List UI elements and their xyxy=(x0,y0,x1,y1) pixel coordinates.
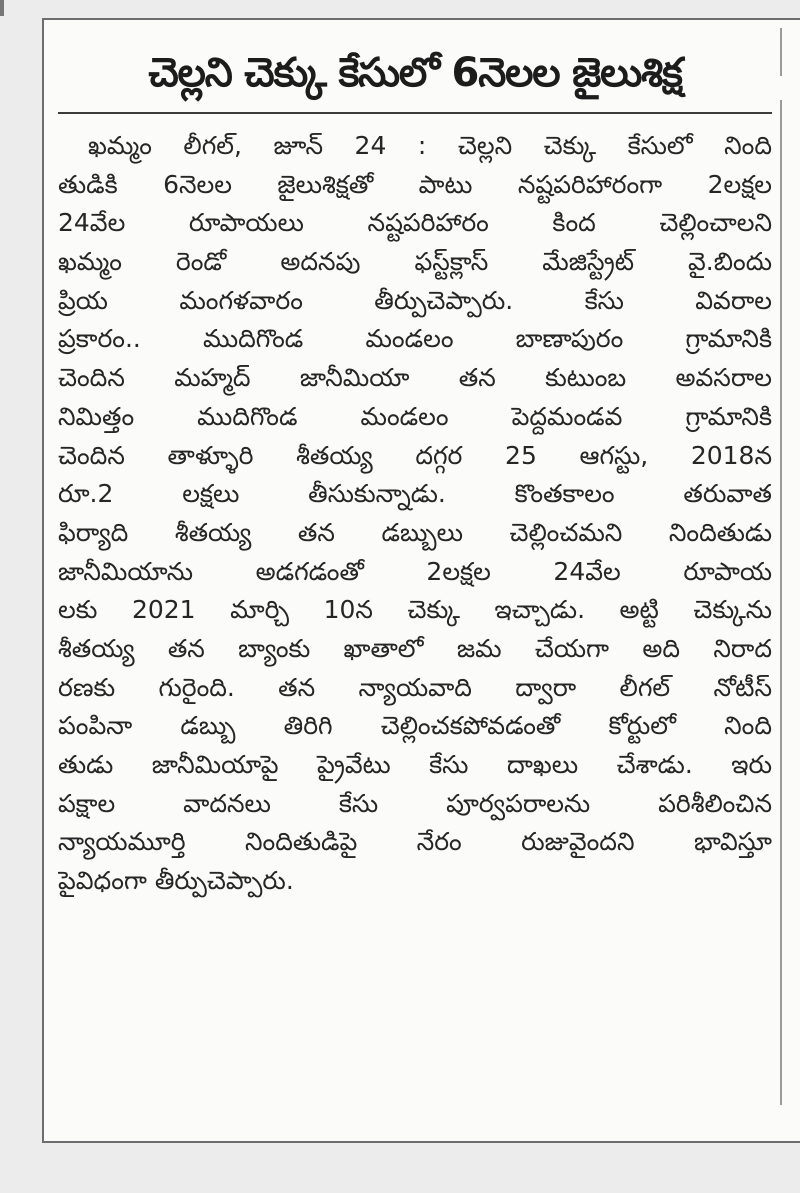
article-line: రూ.2 లక్షలు తీసుకున్నాడు. కొంతకాలం తరువాత xyxy=(58,479,772,509)
article-line: ఖమ్మం లీగల్, జూన్ 24 : చెల్లని చెక్కు కేసులో నింది xyxy=(88,131,772,160)
article-line: జానీమియాను అడగడంతో 2లక్షల 24వేల రూపాయ xyxy=(58,556,772,586)
article-line: 24వేల రూపాయలు నష్టపరిహారం కింద చెల్లించాలని xyxy=(58,208,772,238)
article-line: రణకు గురైంది. తన న్యాయవాది ద్వారా లీగల్ నోటీస్ xyxy=(58,672,772,702)
page-edge-mark xyxy=(0,0,4,16)
article-line: లకు 2021 మార్చి 10న చెక్కు ఇచ్చాడు. అట్టి చెక్కును xyxy=(58,595,772,625)
article-line: ప్రకారం.. ముదిగొండ మండలం బాణాపురం గ్రామానికి xyxy=(58,324,772,354)
article-line: శీతయ్య తన బ్యాంకు ఖాతాలో జమ చేయగా అది నిరాద xyxy=(58,633,772,663)
article-line: పక్షాల వాదనలు కేసు పూర్వపరాలను పరిశీలించిన xyxy=(58,788,772,818)
article-line: పైవిధంగా తీర్పుచెప్పారు. xyxy=(58,866,294,896)
article-line: పంపినా డబ్బు తిరిగి చెల్లించకపోవడంతో కోర్టులో నింది xyxy=(58,711,772,741)
column-divider-top xyxy=(780,28,782,76)
article-line: తుడికి 6నెలల జైలుశిక్షతో పాటు నష్టపరిహారంగా 2లక్షల xyxy=(58,169,772,199)
article-line: నిమిత్తం ముదిగొండ మండలం పెద్దమండవ గ్రామానికి xyxy=(58,401,772,431)
article-body xyxy=(58,127,772,901)
article-line: ఖమ్మం రెండో అదనపు ఫస్ట్‌క్లాస్ మేజిస్ట్రేట్ వై.బిందు xyxy=(58,247,772,277)
article-line: తుడు జానీమియాపై ప్రైవేటు కేసు దాఖలు చేశాడు. ఇరు xyxy=(58,750,772,779)
article-line: చెందిన మహ్మద్ జానీమియా తన కుటుంబ అవసరాల xyxy=(58,363,772,393)
article-line: ఫిర్యాది శీతయ్య తన డబ్బులు చెల్లించమని నిందితుడు xyxy=(58,517,772,547)
article-line: ప్రియ మంగళవారం తీర్పుచెప్పారు. కేసు వివరాల xyxy=(58,285,772,315)
article-line: న్యాయమూర్తి నిందితుడిపై నేరం రుజువైందని భావిస్తూ xyxy=(58,827,772,857)
headline-divider xyxy=(58,112,772,114)
column-divider xyxy=(780,100,782,1105)
headline: చెల్లని చెక్కు కేసులో 6నెలల జైలుశిక్ష xyxy=(148,50,682,96)
article-line: చెందిన తాళ్ళూరి శీతయ్య దగ్గర 25 ఆగస్టు, 2018న xyxy=(58,440,772,470)
